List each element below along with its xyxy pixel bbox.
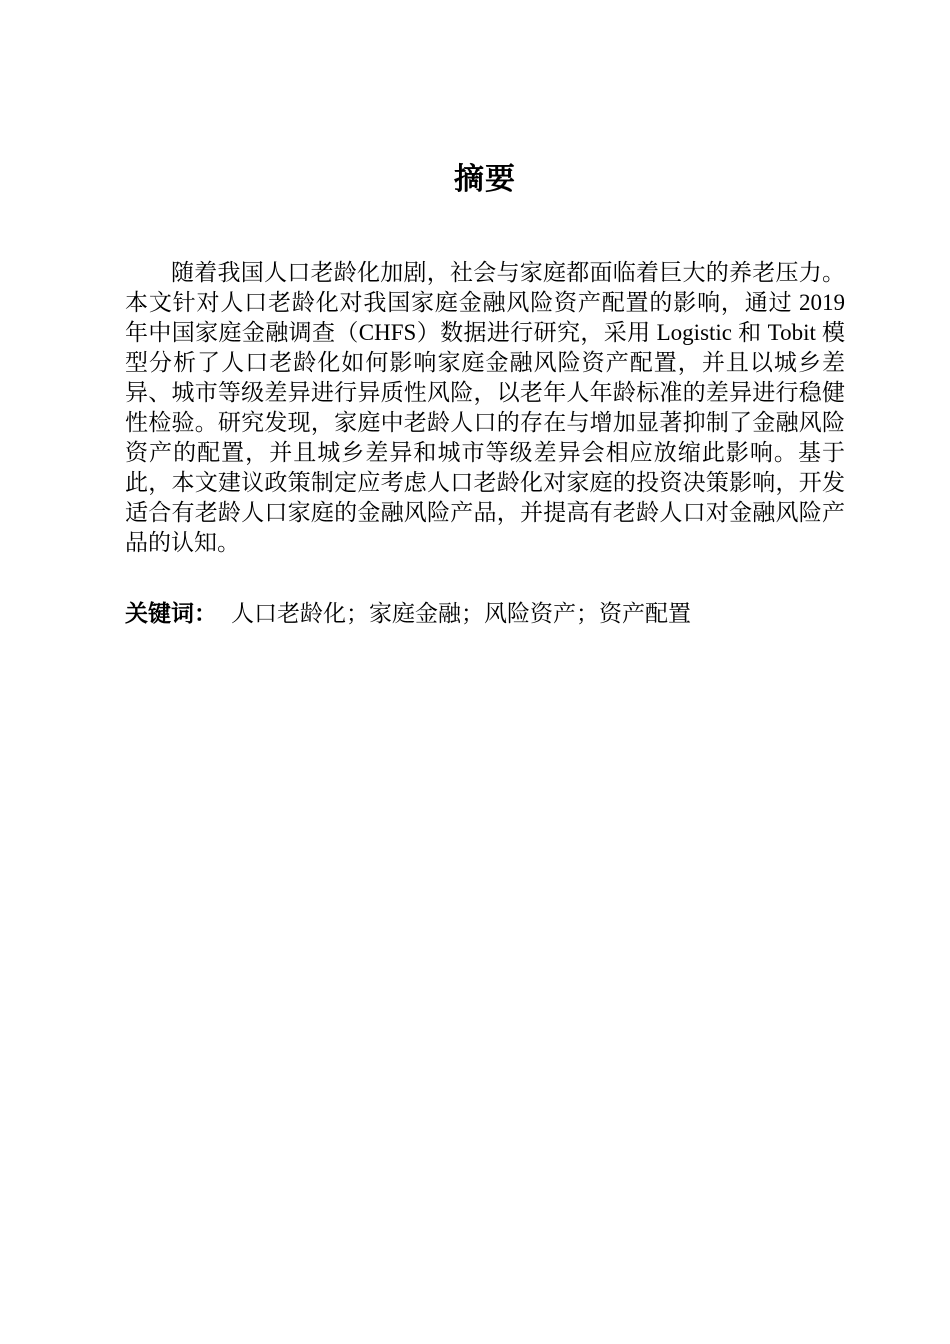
- keywords-text: 人口老龄化；家庭金融；风险资产；资产配置: [231, 601, 691, 626]
- keywords-label: 关键词：: [125, 600, 217, 626]
- keywords-line: [125, 598, 845, 629]
- abstract-title: 摘要: [454, 163, 516, 196]
- abstract-paragraph: 随着我国人口老龄化加剧，社会与家庭都面临着巨大的养老压力。本文针对人口老龄化对我国家庭金融风险资产配置的影响，通过 2019 年中国家庭金融调查（CHFS）数据进行研究，采用 Logistic 和 Tobit 模型分析了人口老龄化如何影响家庭金融风险资产配置，并且以城乡差异、城市等级差异进行异质性风险，以老年人年龄标准的差异进行稳健性检验。研究发现，家庭中老龄人口的存在与增加显著抑制了金融风险资产的配置，并且城乡差异和城市等级差异会相应放缩此影响。基于此，本文建议政策制定应考虑人口老龄化对家庭的投资决策影响，开发适合有老龄人口家庭的金融风险产品，并提高有老龄人口对金融风险产品的认知。: [125, 260, 845, 555]
